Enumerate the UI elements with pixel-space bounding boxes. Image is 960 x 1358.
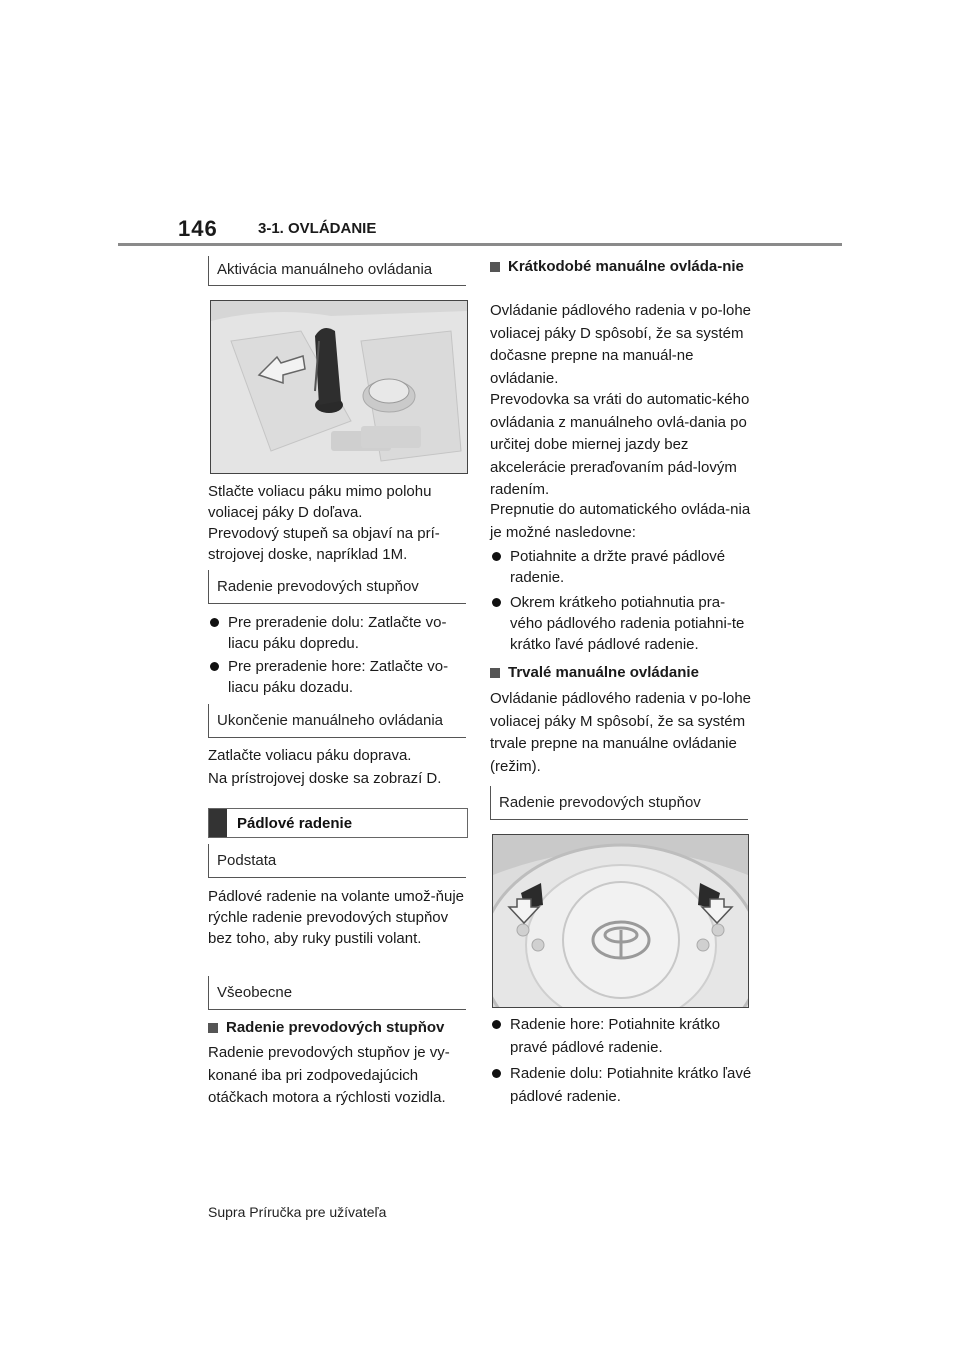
bullet-icon xyxy=(492,1020,501,1029)
bullet-downshift xyxy=(490,1063,752,1108)
shifting-heading xyxy=(208,1017,470,1039)
bullet-text: Okrem krátkeho potiahnutia pra-vého pádlového radenia potiahni-te krátko ľavé pádlové radenie. xyxy=(510,594,745,653)
bullet-icon xyxy=(492,598,501,607)
bullet-text: Radenie dolu: Potiahnite krátko ľavé pádlové radenie. xyxy=(510,1065,752,1105)
square-bullet-icon xyxy=(208,1023,218,1033)
bullet-text: Potiahnite a držte pravé pádlové radenie. xyxy=(510,548,726,586)
bullet-pull-both xyxy=(490,592,752,655)
shifting-text: Radenie prevodových stupňov je vy-konané iba pri zodpovedajúcich otáčkach motora a rýchlosti vozidla. xyxy=(208,1044,450,1106)
header-rule xyxy=(118,243,842,246)
steering-wheel-figure xyxy=(492,834,749,1008)
square-bullet-icon xyxy=(490,262,500,272)
permanent-manual-text: Ovládanie pádlového radenia v po-lohe voliacej páky M spôsobí, že sa systém trvale prepne na manuálne ovládanie (režim). xyxy=(490,690,752,775)
short-manual-text-2: Prevodovka sa vráti do automatic-kého ovládania z manuálneho ovlá-dania po určitej dobe miernej jazdy bez akcelerácie preraďovaním pád-lovým radením. xyxy=(490,391,750,498)
bullet-text: Radenie hore: Potiahnite krátko pravé pádlové radenie. xyxy=(510,1016,721,1056)
short-manual-text-1: Ovládanie pádlového radenia v po-lohe voliacej páky D spôsobí, že sa systém dočasne prepne na manuál-ne ovládanie. xyxy=(490,302,752,387)
subhead-general: Všeobecne xyxy=(208,976,466,1010)
heading-marker xyxy=(209,809,227,837)
subhead-paddle-shifting: Radenie prevodových stupňov xyxy=(490,786,748,820)
subhead-principle: Podstata xyxy=(208,844,466,878)
bullet-text: Pre preradenie hore: Zatlačte vo-liacu páku dozadu. xyxy=(228,658,449,696)
bullet-icon xyxy=(210,618,219,627)
subhead-activation: Aktivácia manuálneho ovládania xyxy=(208,256,466,286)
principle-text: Pádlové radenie na volante umož-ňuje rýchle radenie prevodových stupňov bez toho, aby ruky pustili volant. xyxy=(208,888,465,947)
paddle-shift-heading xyxy=(208,808,468,838)
bullet-icon xyxy=(492,552,501,561)
short-manual-heading-text: Krátkodobé manuálne ovláda-nie xyxy=(508,258,744,275)
shifting-heading-text: Radenie prevodových stupňov xyxy=(226,1019,445,1036)
short-manual-heading xyxy=(490,256,752,278)
activation-text-2: Prevodový stupeň sa objaví na prí-strojovej doske, napríklad 1M. xyxy=(208,525,440,563)
bullet-icon xyxy=(210,662,219,671)
paddle-shift-title: Pádlové radenie xyxy=(237,814,353,832)
end-manual-text-2: Na prístrojovej doske sa zobrazí D. xyxy=(208,770,442,787)
end-manual-text-1: Zatlačte voliacu páku doprava. xyxy=(208,747,412,764)
activation-text-1: Stlačte voliacu páku mimo polohu voliacej páky D doľava. xyxy=(208,483,432,521)
gear-lever-illustration xyxy=(211,301,467,473)
steering-wheel-illustration xyxy=(493,835,748,1007)
bullet-icon xyxy=(492,1069,501,1078)
bullet-text: Pre preradenie dolu: Zatlačte vo-liacu páku dopredu. xyxy=(228,614,447,652)
short-manual-text-3: Prepnutie do automatického ovláda-nia je možné nasledovne: xyxy=(490,501,751,541)
square-bullet-icon xyxy=(490,668,500,678)
permanent-manual-heading xyxy=(490,662,752,684)
subhead-end-manual: Ukončenie manuálneho ovládania xyxy=(208,704,466,738)
bullet-hold-right xyxy=(490,546,752,588)
gear-lever-figure xyxy=(210,300,468,474)
permanent-manual-heading-text: Trvalé manuálne ovládanie xyxy=(508,664,699,681)
bullet-shift-up xyxy=(208,656,470,698)
subhead-shifting: Radenie prevodových stupňov xyxy=(208,570,466,604)
footer-manual-title: Supra Príručka pre užívateľa xyxy=(208,1204,387,1220)
bullet-upshift xyxy=(490,1014,752,1059)
page-number: 146 xyxy=(178,216,218,241)
bullet-shift-down xyxy=(208,612,470,654)
section-title: 3-1. OVLÁDANIE xyxy=(258,220,377,237)
